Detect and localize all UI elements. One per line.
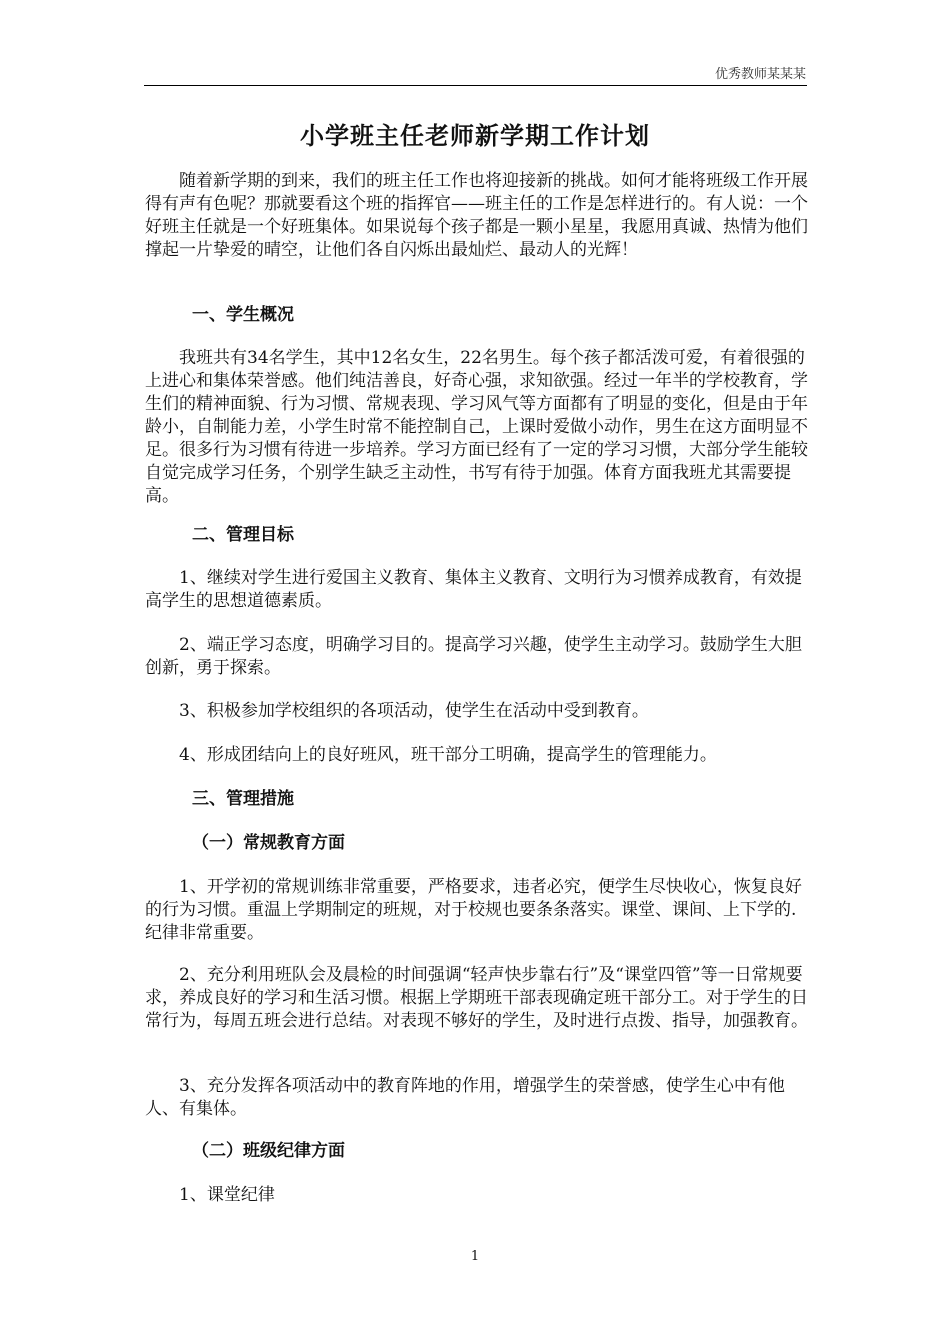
routine-item: 1、开学初的常规训练非常重要，严格要求，违者必究，便学生尽快收心，恢复良好的行为习惯。重温上学期制定的班规，对于校规也要条条落实。课堂、课间、上下学的.纪律非常重要。 [145,877,802,943]
intro-paragraph: 随着新学期的到来，我们的班主任工作也将迎接新的挑战。如何才能将班级工作开展得有声有色呢？那就要看这个班的指挥官——班主任的工作是怎样进行的。有人说：一个好班主任就是一个好班集体。如果说每个孩子都是一颗小星星，我愿用真诚、热情为他们撑起一片挚爱的晴空，让他们各自闪烁出最灿烂、最动人的光辉！ [145,171,808,260]
routine-item: 3、充分发挥各项活动中的教育阵地的作用，增强学生的荣誉感，使学生心中有他人、有集体。 [145,1076,785,1119]
subsection-heading-class-discipline: （二）班级纪律方面 [192,1141,345,1161]
goal-item: 1、继续对学生进行爱国主义教育、集体主义教育、文明行为习惯养成教育，有效提高学生的思想道德素质。 [145,568,802,611]
section-heading-management-measures: 三、管理措施 [192,789,294,809]
goal-item: 3、积极参加学校组织的各项活动，使学生在活动中受到教育。 [179,701,649,721]
header-divider [144,85,807,86]
discipline-item: 1、课堂纪律 [179,1185,275,1205]
goal-item: 2、端正学习态度，明确学习目的。提高学习兴趣，使学生主动学习。鼓励学生大胆创新，勇于探索。 [145,635,802,678]
section-heading-student-overview: 一、学生概况 [192,305,294,325]
section-heading-management-goals: 二、管理目标 [192,525,294,545]
page-number: 1 [470,1249,480,1264]
student-overview-paragraph: 我班共有34名学生，其中12名女生，22名男生。每个孩子都活泼可爱，有着很强的上进心和集体荣誉感。他们纯洁善良，好奇心强，求知欲强。经过一年半的学校教育，学生们的精神面貌、行为习惯、常规表现、学习风气等方面都有了明显的变化，但是由于年龄小，自制能力差，小学生时常不能控制自己，上课时爱做小动作，男生在这方面明显不足。很多行为习惯有待进一步培养。学习方面已经有了一定的学习习惯，大部分学生能较自觉完成学习任务，个别学生缺乏主动性，书写有待于加强。体育方面我班尤其需要提高。 [145,348,808,506]
goal-item: 4、形成团结向上的良好班风，班干部分工明确，提高学生的管理能力。 [179,745,717,765]
routine-item: 2、充分利用班队会及晨检的时间强调“轻声快步靠右行”及“课堂四管”等一日常规要求，养成良好的学习和生活习惯。根据上学期班干部表现确定班干部分工。对于学生的日常行为，每周五班会进行总结。对表现不够好的学生，及时进行点拨、指导，加强教育。 [145,965,808,1031]
document-title: 小学班主任老师新学期工作计划 [300,121,650,150]
header-author: 优秀教师某某某 [714,67,806,82]
subsection-heading-routine-education: （一）常规教育方面 [192,833,345,853]
